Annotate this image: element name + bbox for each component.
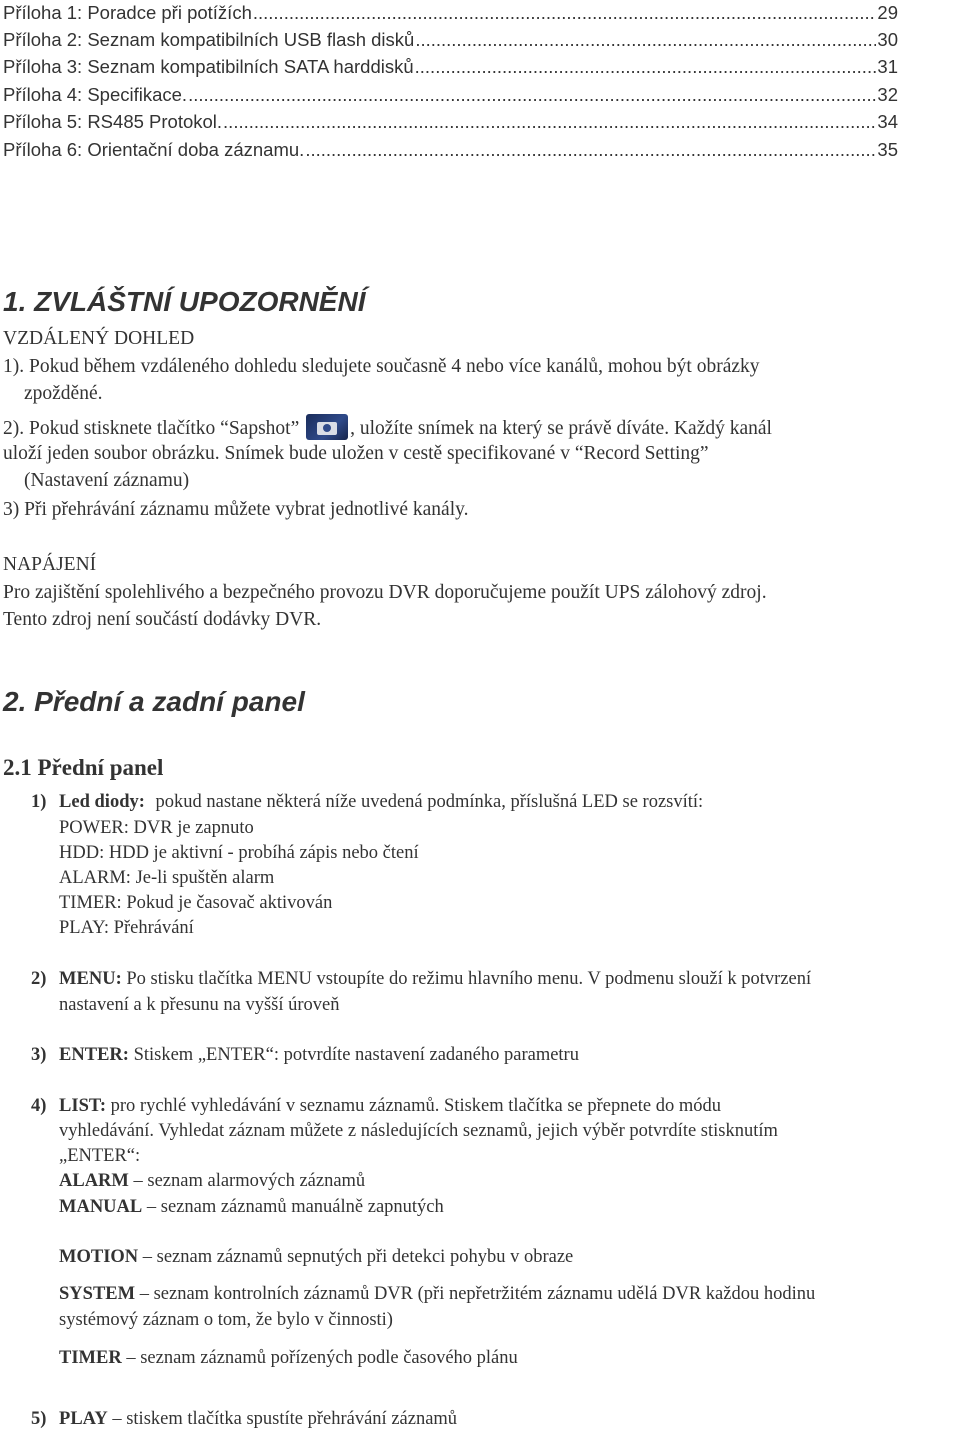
remote-heading: VZDÁLENÝ DOHLED	[3, 328, 195, 349]
toc-leader	[188, 84, 876, 106]
remote-p2-tail: . Každý kanál	[664, 418, 772, 439]
section-1-title: 1. ZVLÁŠTNÍ UPOZORNĚNÍ	[3, 286, 366, 317]
list-system-text: – seznam kontrolních záznamů DVR (při nepřetržitém záznamu udělá DVR každou hodinu	[135, 1284, 816, 1304]
enter-text: Stiskem „ENTER“: potvrdíte nastavení zadaného parametru	[133, 1045, 579, 1065]
section-2-title: 2. Přední a zadní panel	[3, 686, 305, 717]
toc-leader	[415, 56, 877, 78]
toc-entry-page: 31	[877, 56, 898, 77]
list-line2b: Vyhledat záznam můžete z následujících seznamů, jejich výběr potvrdíte stisknutím	[154, 1121, 778, 1141]
led-list-item: POWER: DVR je zapnuto	[59, 818, 254, 838]
list-timer-text: – seznam záznamů pořízených podle časového plánu	[121, 1348, 518, 1368]
led-text: pokud nastane některá níže uvedená podmínka, příslušná LED se rozsvítí:	[155, 792, 704, 812]
list-text: pro rychlé vyhledávání v seznamu záznamů.	[110, 1096, 440, 1116]
toc-entry-label: Příloha 1: Poradce při potížích	[3, 2, 252, 23]
list-alarm-text: – seznam alarmových záznamů	[128, 1171, 366, 1191]
led-list-item: HDD: HDD je aktivní - probíhá zápis nebo čtení	[59, 843, 419, 863]
list-alarm	[59, 1171, 365, 1192]
remote-paragraph-2-line2	[3, 443, 709, 465]
toc-entry-label: Příloha 4: Specifikace.	[3, 84, 188, 105]
remote-p2-line2b: Snímek bude uložen v cestě specifikované v “Record Setting”	[219, 443, 709, 464]
led-item	[31, 792, 703, 813]
toc-leader	[223, 111, 876, 133]
remote-paragraph-1: 1). Pokud během vzdáleného dohledu sledujete současně 4 nebo více kanálů, mohou být obrázky	[3, 356, 760, 377]
toc-leader	[305, 139, 876, 161]
list-number: 4)	[31, 1096, 47, 1116]
toc-entry[interactable]	[3, 139, 898, 163]
remote-p2-text-after: , uložíte snímek na který se právě díváte	[350, 418, 665, 439]
list-item-cont-2: „ENTER“:	[59, 1146, 141, 1166]
led-list-item: TIMER: Pokud je časovač aktivován	[59, 893, 333, 913]
remote-paragraph-3: 3) Při přehrávání záznamu můžete vybrat jednotlivé kanály.	[3, 499, 469, 520]
play-item	[31, 1409, 457, 1430]
remote-paragraph-1-cont: zpožděné.	[24, 383, 103, 404]
list-system-cont: systémový záznam o tom, že bylo v činnosti)	[59, 1310, 393, 1330]
menu-number: 2)	[31, 969, 47, 989]
enter-label: ENTER:	[59, 1045, 129, 1065]
play-text: – stiskem tlačítka spustíte přehrávání záznamů	[107, 1409, 458, 1429]
toc-entry-page: 35	[877, 139, 898, 160]
snapshot-camera-icon	[306, 414, 348, 440]
list-system	[59, 1284, 815, 1305]
list-manual-text: – seznam záznamů manuálně zapnutých	[142, 1197, 444, 1217]
toc-entry[interactable]	[3, 111, 898, 135]
toc-entry-page: 30	[877, 29, 898, 50]
led-list-item: ALARM: Je-li spuštěn alarm	[59, 868, 275, 888]
list-motion-text: – seznam záznamů sepnutých při detekci pohybu v obraze	[138, 1247, 574, 1267]
led-number: 1)	[31, 792, 47, 812]
menu-text-2: V podmenu slouží k potvrzení	[583, 969, 812, 989]
menu-item	[31, 969, 811, 990]
toc-leader	[253, 2, 877, 24]
toc-entry[interactable]	[3, 29, 898, 53]
remote-p2-text: 2). Pokud stisknete tlačítko “Sapshot”	[3, 418, 300, 439]
menu-item-cont: nastavení a k přesunu na vyšší úroveň	[59, 995, 340, 1015]
remote-p2-line2a: uloží jeden soubor obrázku.	[3, 443, 220, 464]
enter-item	[31, 1045, 579, 1066]
toc-entry-label: Příloha 3: Seznam kompatibilních SATA harddisků	[3, 56, 414, 77]
toc-entry-page: 32	[877, 84, 898, 105]
toc-entry-label: Příloha 6: Orientační doba záznamu.	[3, 139, 305, 160]
power-paragraph: Pro zajištění spolehlivého a bezpečného provozu DVR doporučujeme použít UPS zálohový zdroj.	[3, 582, 767, 603]
power-heading: NAPÁJENÍ	[3, 554, 97, 575]
play-number: 5)	[31, 1409, 47, 1429]
remote-paragraph-2	[3, 414, 772, 440]
list-item	[31, 1096, 721, 1117]
toc-leader	[415, 29, 876, 51]
section-2-1-title: 2.1 Přední panel	[3, 755, 164, 780]
power-paragraph-cont: Tento zdroj není součástí dodávky DVR.	[3, 609, 322, 630]
enter-number: 3)	[31, 1045, 47, 1065]
list-label: LIST:	[59, 1096, 107, 1116]
list-alarm-label: ALARM	[59, 1171, 129, 1191]
remote-paragraph-2-line3: (Nastavení záznamu)	[24, 470, 190, 491]
toc-entry-page: 34	[877, 111, 898, 132]
list-text-2: Stiskem tlačítka se přepnete do módu	[439, 1096, 721, 1116]
list-motion	[59, 1247, 573, 1268]
list-timer-label: TIMER	[59, 1348, 122, 1368]
list-timer	[59, 1348, 518, 1369]
led-label: Led diody:	[59, 792, 145, 812]
toc-entry[interactable]	[3, 84, 898, 108]
list-item-cont	[59, 1121, 778, 1142]
toc-entry-label: Příloha 5: RS485 Protokol.	[3, 111, 223, 132]
list-line2a: vyhledávání.	[59, 1121, 155, 1141]
toc-entry-page: 29	[877, 2, 898, 23]
toc-entry[interactable]	[3, 2, 898, 26]
list-manual-label: MANUAL	[59, 1197, 143, 1217]
toc-entry-label: Příloha 2: Seznam kompatibilních USB flash disků	[3, 29, 415, 50]
list-system-label: SYSTEM	[59, 1284, 136, 1304]
list-manual	[59, 1197, 444, 1218]
toc-entry[interactable]	[3, 56, 898, 80]
led-list-item: PLAY: Přehrávání	[59, 918, 194, 938]
play-label: PLAY	[59, 1409, 108, 1429]
menu-label: MENU:	[59, 969, 122, 989]
list-motion-label: MOTION	[59, 1247, 139, 1267]
menu-text: Po stisku tlačítka MENU vstoupíte do režimu hlavního menu.	[126, 969, 584, 989]
